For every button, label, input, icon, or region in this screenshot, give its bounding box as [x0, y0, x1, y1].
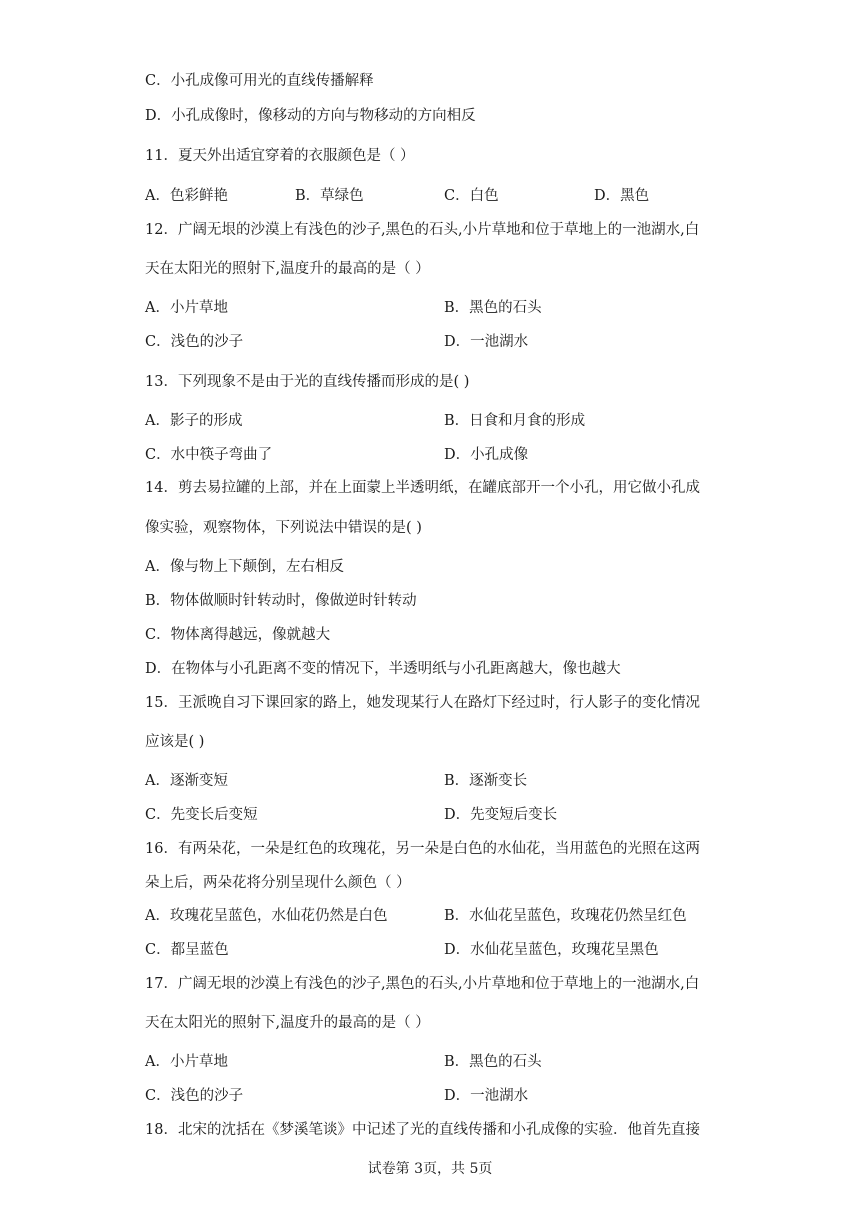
- q17-option-d: D．一池湖水: [444, 1088, 529, 1104]
- q10-option-c: C．小孔成像可用光的直线传播解释: [145, 73, 374, 89]
- q15-stem-line2: 应该是( ): [145, 734, 205, 750]
- q16-option-b: B．水仙花呈蓝色，玫瑰花仍然呈红色: [444, 908, 687, 924]
- q18-stem-line1: 18．北宋的沈括在《梦溪笔谈》中记述了光的直线传播和小孔成像的实验．他首先直接: [145, 1122, 700, 1138]
- q17-option-c: C．浅色的沙子: [145, 1088, 244, 1104]
- q13-option-b: B．日食和月食的形成: [444, 413, 586, 429]
- q10-option-d: D．小孔成像时，像移动的方向与物移动的方向相反: [145, 108, 476, 124]
- q15-option-b: B．逐渐变长: [444, 773, 528, 789]
- q14-stem-line1: 14．剪去易拉罐的上部，并在上面蒙上半透明纸，在罐底部开一个小孔，用它做小孔成: [145, 480, 700, 496]
- q17-option-b: B．黑色的石头: [444, 1054, 542, 1070]
- q13-option-d: D．小孔成像: [444, 447, 529, 463]
- q14-option-a: A．像与物上下颠倒，左右相反: [145, 559, 344, 575]
- q12-option-b: B．黑色的石头: [444, 300, 542, 316]
- q15-stem-line1: 15．王派晚自习下课回家的路上，她发现某行人在路灯下经过时，行人影子的变化情况: [145, 695, 700, 711]
- q11-option-b: B．草绿色: [295, 188, 364, 204]
- q15-option-d: D．先变短后变长: [444, 807, 558, 823]
- q16-option-d: D．水仙花呈蓝色，玫瑰花呈黑色: [444, 942, 659, 958]
- q16-option-c: C．都呈蓝色: [145, 942, 229, 958]
- q14-option-b: B．物体做顺时针转动时，像做逆时针转动: [145, 593, 417, 609]
- q11-option-a: A．色彩鲜艳: [145, 188, 228, 204]
- q17-stem-line1: 17．广阔无垠的沙漠上有浅色的沙子,黑色的石头,小片草地和位于草地上的一池湖水,白: [145, 976, 700, 992]
- q17-option-a: A．小片草地: [145, 1054, 228, 1070]
- q12-stem-line2: 天在太阳光的照射下,温度升的最高的是（ ）: [145, 261, 430, 277]
- q17-stem-line2: 天在太阳光的照射下,温度升的最高的是（ ）: [145, 1015, 430, 1031]
- q16-option-a: A．玫瑰花呈蓝色，水仙花仍然是白色: [145, 908, 388, 924]
- q16-stem-line2: 朵上后，两朵花将分别呈现什么颜色（ ）: [145, 875, 411, 891]
- q14-stem-line2: 像实验，观察物体，下列说法中错误的是( ): [145, 520, 422, 536]
- q12-option-a: A．小片草地: [145, 300, 228, 316]
- q13-stem: 13．下列现象不是由于光的直线传播而形成的是( ): [145, 374, 470, 390]
- q13-option-a: A．影子的形成: [145, 413, 243, 429]
- q11-stem: 11．夏天外出适宜穿着的衣服颜色是（ ）: [145, 148, 415, 164]
- q16-stem-line1: 16．有两朵花，一朵是红色的玫瑰花，另一朵是白色的水仙花，当用蓝色的光照在这两: [145, 841, 700, 857]
- q12-stem-line1: 12．广阔无垠的沙漠上有浅色的沙子,黑色的石头,小片草地和位于草地上的一池湖水,白: [145, 222, 700, 238]
- q11-option-d: D．黑色: [594, 188, 650, 204]
- q15-option-a: A．逐渐变短: [145, 773, 228, 789]
- page-footer: 试卷第 3页，共 5页: [367, 1161, 493, 1177]
- q12-option-d: D．一池湖水: [444, 334, 529, 350]
- q14-option-d: D．在物体与小孔距离不变的情况下，半透明纸与小孔距离越大，像也越大: [145, 661, 621, 677]
- q13-option-c: C．水中筷子弯曲了: [145, 447, 273, 463]
- q15-option-c: C．先变长后变短: [145, 807, 258, 823]
- q14-option-c: C．物体离得越远，像就越大: [145, 627, 331, 643]
- q11-option-c: C．白色: [444, 188, 499, 204]
- q12-option-c: C．浅色的沙子: [145, 334, 244, 350]
